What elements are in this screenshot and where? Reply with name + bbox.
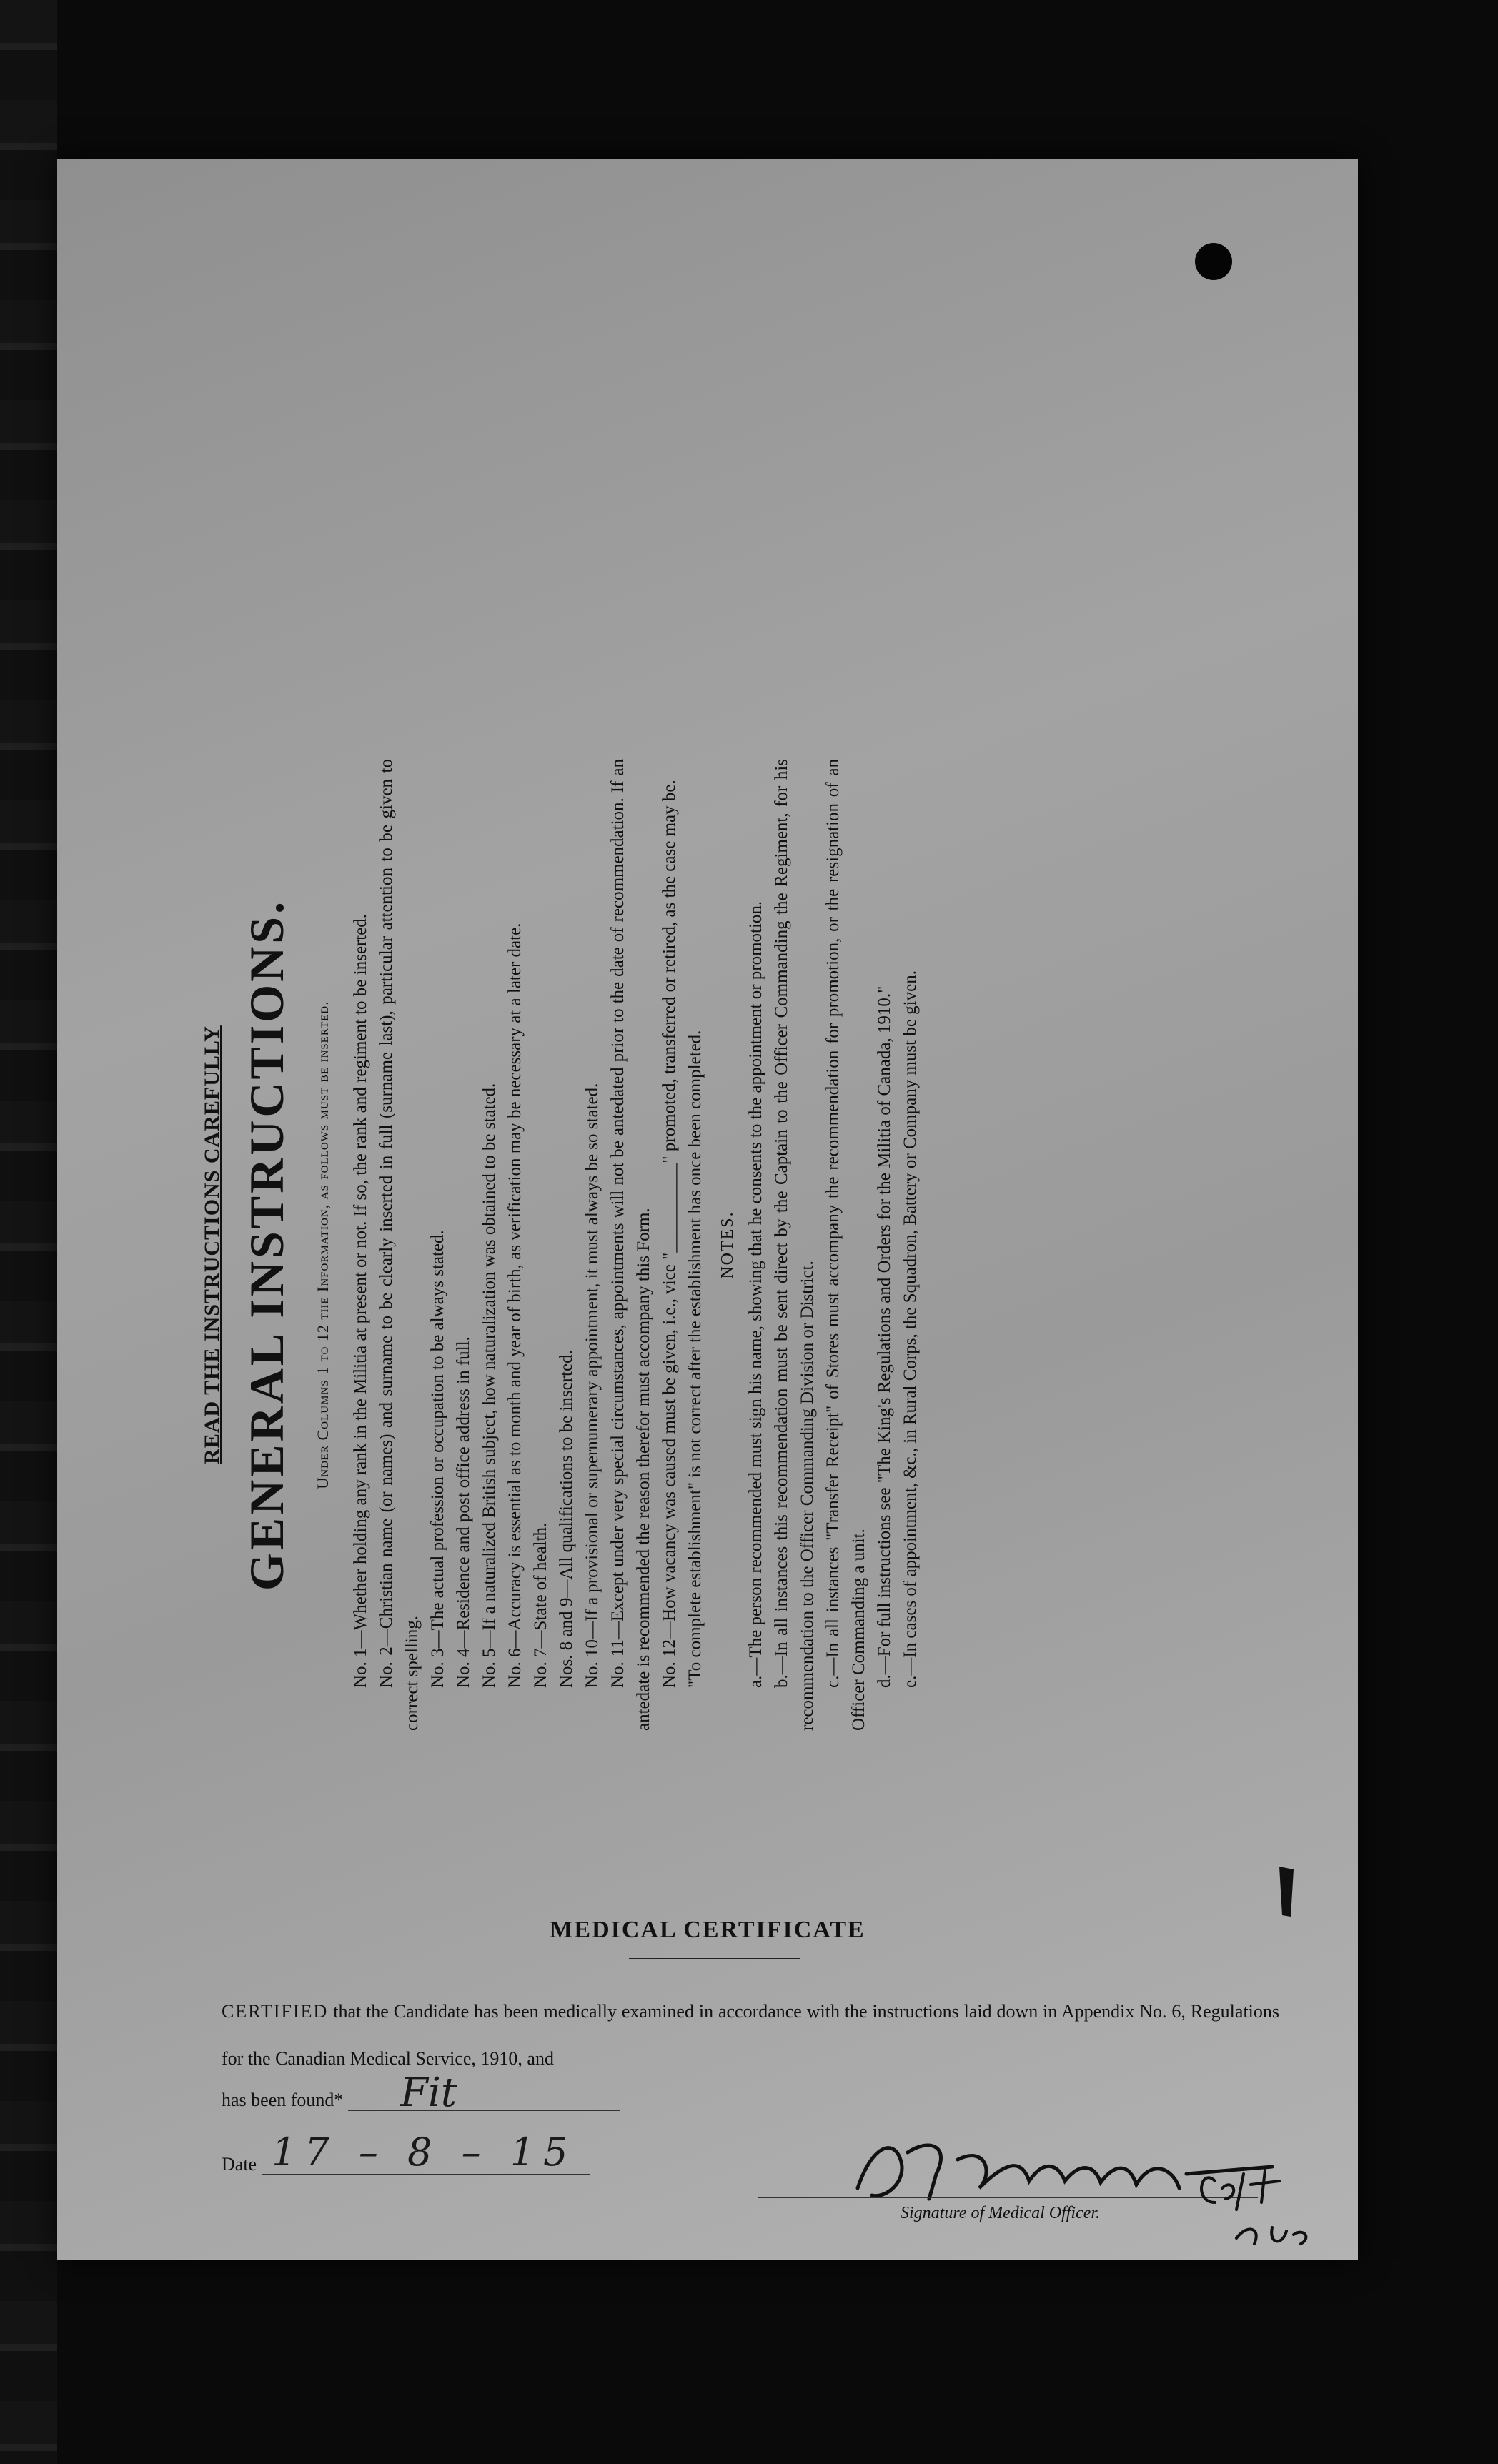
instruction-item: No. 6—Accuracy is essential as to month and year of birth, as verification may be necessary at a later date. <box>505 923 525 1688</box>
medical-certificate-title: MEDICAL CERTIFICATE <box>550 1917 865 1943</box>
general-instructions-rotated <box>200 752 1301 1738</box>
note-item: c.—In all instances "Transfer Receipt" of Stores must accompany the recommendation for promotion, or the resignation of an Officer Commanding a unit. <box>823 759 868 1731</box>
certified-word: CERTIFIED <box>222 2001 329 2022</box>
general-instructions-block <box>200 752 1186 1852</box>
instruction-item: No. 2—Christian name (or names) and surname to be clearly inserted in full (surname last), particular attention to be given to correct spelling. <box>377 759 422 1731</box>
certificate-body: that the Candidate has been medically examined in accordance with the instructions laid down in Appendix No. 6, Regulations for the Canadian Medical Service, 1910, and <box>222 2001 1280 2069</box>
instruction-item: No. 5—If a naturalized British subject, how naturalization was obtained to be stated. <box>480 1083 499 1688</box>
instruction-item: Nos. 8 and 9—All qualifications to be inserted. <box>557 1350 576 1688</box>
title-underline <box>629 1958 800 1959</box>
date-label: Date <box>222 2154 257 2175</box>
instruction-item: No. 11—Except under very special circumstances, appointments will not be antedated prior to the date of recommendation. If an antedate is recommended the reason therefor must accompany this Form. <box>608 759 653 1731</box>
film-edge <box>0 0 57 2464</box>
instruction-item: No. 1—Whether holding any rank in the Militia at present or not. If so, the rank and regiment to be inserted. <box>351 913 370 1688</box>
notes-heading: NOTES. <box>718 1211 737 1279</box>
note-item: b.—In all instances this recommendation must be sent direct by the Captain to the Officer Commanding the Regiment, for his recommendation to the Officer Commanding Division or District. <box>772 759 817 1731</box>
instruction-item: No. 12—How vacancy was caused must be given, i.e., vice "__________" promoted, transferred or retired, as the case may be. <box>660 780 679 1688</box>
found-label: has been found* <box>222 2090 344 2110</box>
instruction-item: No. 7—State of health. <box>531 1522 550 1688</box>
note-item: a.—The person recommended must sign his name, showing that he consents to the appointment or promotion. <box>746 900 765 1688</box>
general-instructions-heading: GENERAL INSTRUCTIONS. <box>239 898 294 1591</box>
rank-handwriting-icon <box>1194 2160 1336 2260</box>
under-columns-note: Under Columns 1 to 12 the Information, as follows must be inserted. <box>314 1000 332 1489</box>
signature-label: Signature of Medical Officer. <box>901 2204 1101 2222</box>
ink-mark-icon <box>1272 1859 1301 1924</box>
instruction-item: No. 10—If a provisional or supernumerary appointment, it must always be so stated. <box>582 1083 602 1688</box>
found-line <box>348 2088 620 2111</box>
punch-hole <box>1195 243 1232 280</box>
found-value-handwritten: Fit <box>400 2070 457 2116</box>
instruction-item: No. 4—Residence and post office address in full. <box>454 1336 473 1688</box>
signature-line <box>758 2197 1258 2198</box>
note-item: e.—In cases of appointment, &c., in Rural Corps, the Squadron, Battery or Company must be given. <box>901 970 920 1688</box>
instruction-item: No. 3—The actual profession or occupation to be always stated. <box>428 1230 447 1688</box>
instruction-item: "To complete establishment" is not correct after the establishment has once been completed. <box>685 1030 705 1688</box>
document-page <box>57 159 1358 2260</box>
note-item: d.—For full instructions see "The King's Regulations and Orders for the Militia of Canada, 1910." <box>875 985 894 1688</box>
certificate-statement <box>222 1988 1279 2082</box>
date-value-handwritten: 17 – 8 – 15 <box>272 2130 577 2175</box>
read-instructions-heading: READ THE INSTRUCTIONS CAREFULLY <box>200 1025 224 1464</box>
